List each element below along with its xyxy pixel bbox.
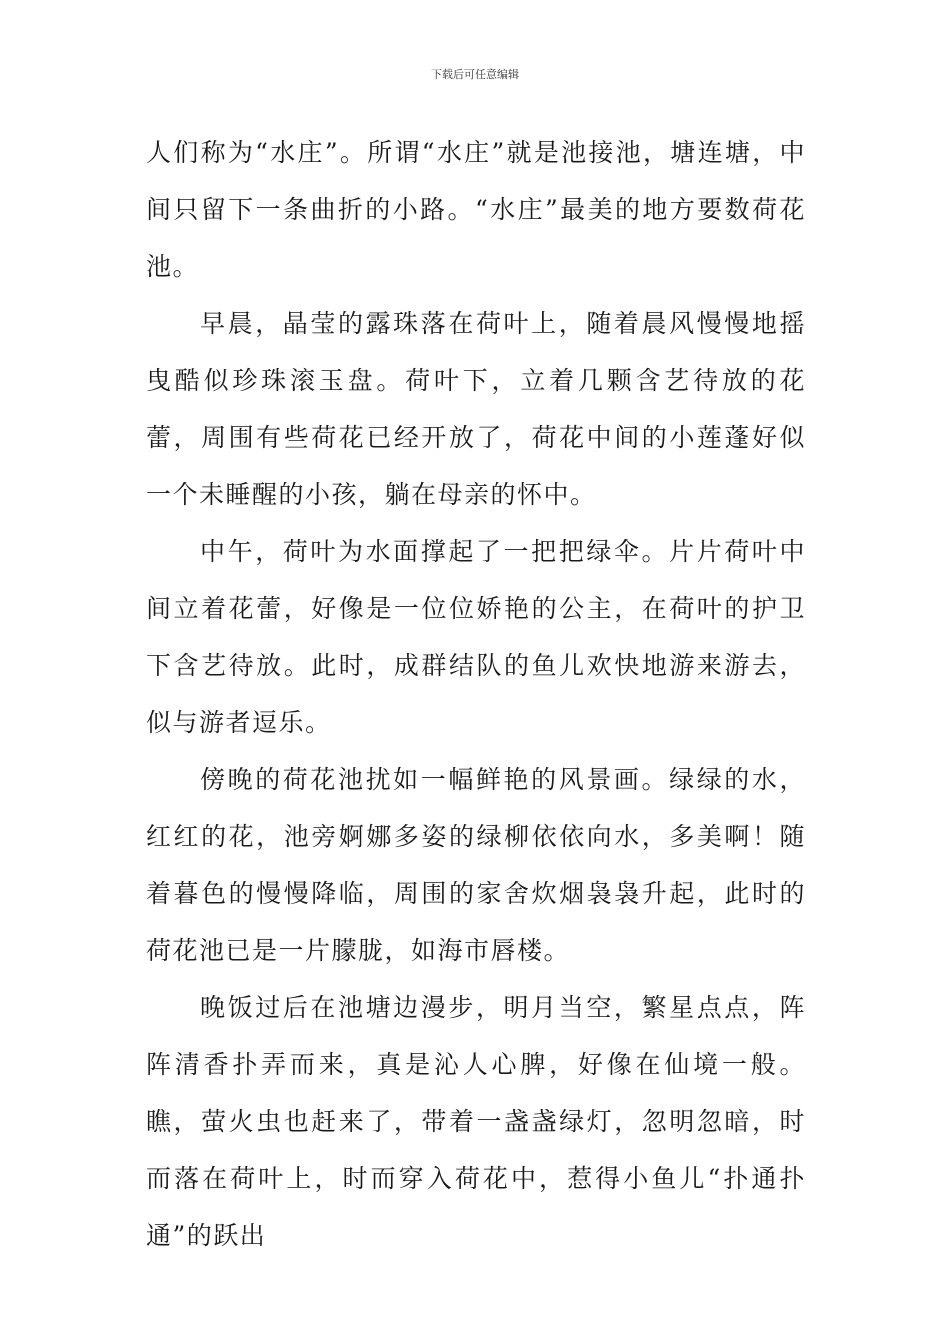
paragraph-2: 早晨，晶莹的露珠落在荷叶上，随着晨风慢慢地摇曳酷似珍珠滚玉盘。荷叶下，立着几颗含艺待放的花蕾，周围有些荷花已经开放了，荷花中间的小莲蓬好似一个未睡醒的小孩，躺在母亲的怀中。 [146, 309, 806, 509]
paragraph-4: 傍晚的荷花池扰如一幅鲜艳的风景画。绿绿的水，红红的花，池旁婀娜多姿的绿柳依依向水，多美啊！随着暮色的慢慢降临，周围的家舍炊烟袅袅升起，此时的荷花池已是一片朦胧，如海市唇楼。 [146, 765, 806, 965]
page-header: 下载后可任意编辑 [431, 68, 519, 81]
paragraph-5: 晚饭过后在池塘边漫步，明月当空，繁星点点，阵阵清香扑弄而来，真是沁人心脾，好像在仙境一般。瞧，萤火虫也赶来了，带着一盏盏绿灯，忽明忽暗，时而落在荷叶上，时而穿入荷花中，惹得小鱼儿“扑通扑通”的跃出 [146, 993, 806, 1250]
paragraph-1: 人们称为“水庄”。所谓“水庄”就是池接池，塘连塘，中间只留下一条曲折的小路。“水庄”最美的地方要数荷花池。 [146, 138, 806, 281]
paragraph-3: 中午，荷叶为水面撑起了一把把绿伞。片片荷叶中间立着花蕾，好像是一位位娇艳的公主，在荷叶的护卫下含艺待放。此时，成群结队的鱼儿欢快地游来游去，似与游者逗乐。 [146, 537, 806, 737]
body-text [146, 124, 806, 1264]
